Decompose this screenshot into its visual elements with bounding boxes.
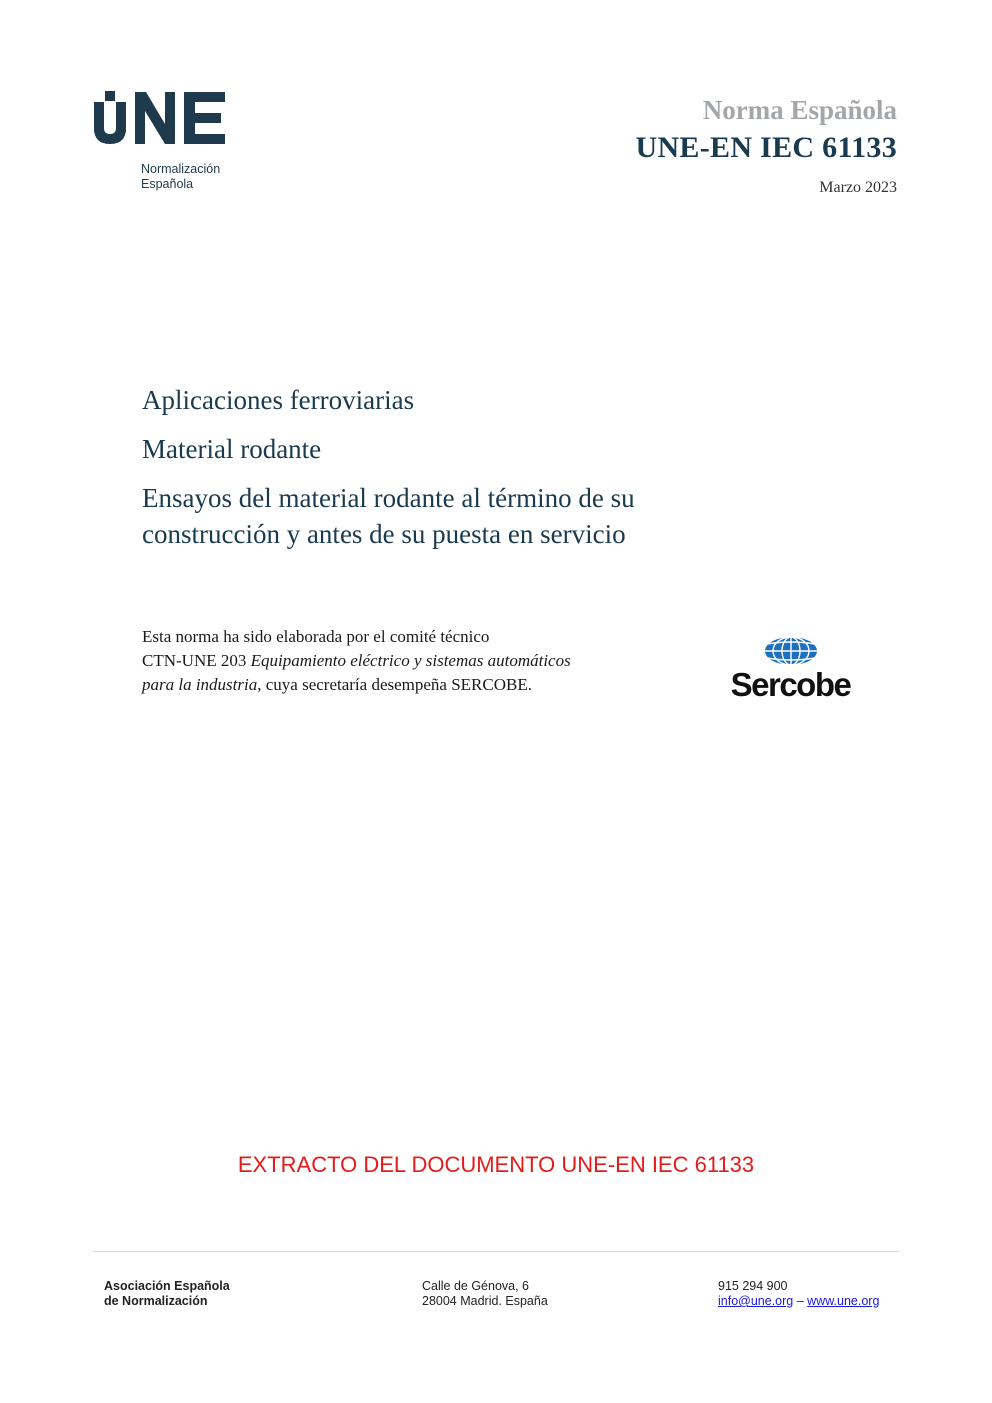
title-sub: Material rodante [142, 434, 322, 464]
une-logo [92, 88, 242, 192]
footer-divider [93, 1251, 899, 1252]
logo-subtitle-line1: Normalización [141, 162, 221, 176]
footer-phone: 915 294 900 [718, 1279, 788, 1293]
footer-address-line1: Calle de Génova, 6 [422, 1279, 530, 1293]
standard-header [636, 94, 898, 198]
sercobe-logo [718, 636, 863, 701]
footer-contact [718, 1279, 879, 1309]
title-main: Aplicaciones ferroviarias [142, 385, 415, 415]
website-link[interactable]: www.une.org [807, 1294, 880, 1308]
standard-code: UNE-EN IEC 61133 [635, 131, 897, 164]
committee-tail: , cuya secretaría desempeña SERCOBE. [257, 675, 532, 694]
committee-code: CTN-UNE 203 [142, 651, 247, 670]
committee-line2 [142, 649, 702, 673]
committee-line3 [142, 673, 702, 697]
extract-notice: EXTRACTO DEL DOCUMENTO UNE-EN IEC 61133 [237, 1152, 755, 1177]
footer-organization [104, 1279, 230, 1309]
une-wordmark [92, 88, 232, 146]
footer-address [422, 1279, 548, 1309]
footer-separator: – [793, 1294, 808, 1308]
footer-org-line2: de Normalización [104, 1294, 208, 1308]
footer-address-line2: 28004 Madrid. España [422, 1294, 548, 1308]
footer-org-line1: Asociación Española [104, 1279, 230, 1293]
email-link[interactable]: info@une.org [718, 1294, 794, 1308]
footer-links [718, 1294, 879, 1309]
standard-label: Norma Española [702, 95, 897, 125]
committee-statement [142, 625, 702, 697]
committee-line1: Esta norma ha sido elaborada por el comité técnico [142, 627, 490, 646]
document-titles [142, 382, 842, 565]
committee-name-part2: para la industria [142, 675, 258, 694]
publication-date: Marzo 2023 [819, 179, 897, 196]
globe-icon [764, 636, 818, 666]
sercobe-wordmark: Sercobe [730, 666, 851, 703]
committee-name-part1: Equipamiento eléctrico y sistemas automáticos [250, 651, 571, 670]
title-detail: Ensayos del material rodante al término de su construcción y antes de su puesta en servicio [142, 483, 635, 549]
logo-subtitle-line2: Española [141, 177, 194, 191]
